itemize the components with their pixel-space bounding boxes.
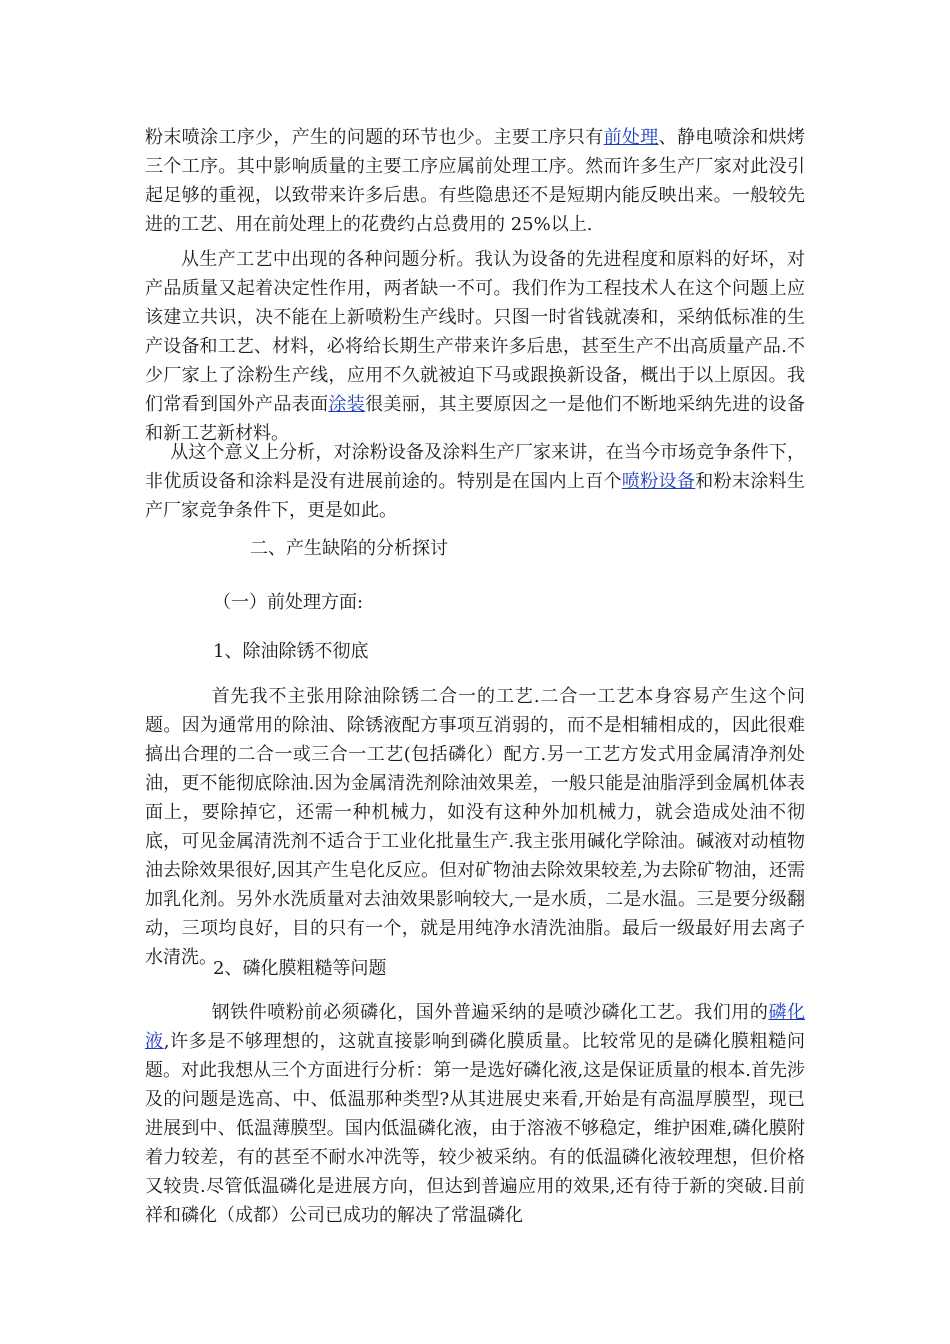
paragraph-market — [145, 438, 805, 525]
paragraph-phosphating-text-2: ,许多是不够理想的，这就直接影响到磷化膜质量。比较常见的是磷化膜粗糙问题。对此我想从三个方面进行分析：第一是选好磷化液,这是保证质量的根本.首先涉及的问题是选高、中、低温那种类型?从其进展史来看,开始是有高温厚膜型，现已进展到中、低温薄膜型。国内低温磷化液，由于溶液不够稳定，维护困难,磷化膜附着力较差，有的甚至不耐水冲洗等，较少被采纳。有的低温磷化液较理想，但价格又较贵.尽管低温磷化是进展方向，但达到普遍应用的效果,还有待于新的突破.目前祥和磷化（成都）公司已成功的解决了常温磷化 — [145, 1031, 806, 1226]
paragraph-degreasing: 首先我不主张用除油除锈二合一的工艺.二合一工艺本身容易产生这个问题。因为通常用的除油、除锈液配方事项互消弱的，而不是相辅相成的，因此很难搞出合理的二合一或三合一工艺(包括磷化）配方.另一工艺方发式用金属清净剂处油，更不能彻底除油.因为金属清洗剂除油效果差，一般只能是油脂浮到金属机体表面上，要除掉它，还需一种机械力，如没有这种外加机械力，就会造成处油不彻底，可见金属清洗剂不适合于工业化批量生产.我主张用碱化学除油。碱液对动植物油去除效果很好,因其产生皂化反应。但对矿物油去除效果较差,为去除矿物油，还需加乳化剂。另外水洗质量对去油效果影响较大,一是水质，二是水温。三是要分级翻动，三项均良好，目的只有一个，就是用纯净水清洗油脂。最后一级最好用去离子水清洗。 — [145, 686, 805, 968]
paragraph-phosphating — [145, 998, 805, 1230]
paragraph-market-text-2: 和粉末涂料生产厂家竞争条件下，更是如此。 — [145, 471, 806, 521]
paragraph-phosphating-text-1: 钢铁件喷粉前必须磷化，国外普遍采纳的是喷沙磷化工艺。我们用的 — [211, 1002, 769, 1023]
subsection-heading-pretreatment: （一）前处理方面: — [213, 592, 364, 613]
paragraph-market-text-1: 从这个意义上分析，对涂粉设备及涂料生产厂家来讲，在当今市场竞争条件下，非优质设备和涂料是没有进展前途的。特别是在国内上百个 — [145, 442, 805, 492]
paragraph-intro — [145, 123, 805, 239]
link-coating[interactable]: 涂装 — [328, 394, 366, 415]
section-heading-defects: 二、产生缺陷的分析探讨 — [250, 538, 448, 559]
link-phosphating-solution[interactable]: 磷化液 — [145, 1002, 805, 1052]
link-powder-equipment[interactable]: 喷粉设备 — [621, 471, 696, 492]
paragraph-intro-text-2: 、静电喷涂和烘烤三个工序。其中影响质量的主要工序应属前处理工序。然而许多生产厂家对此没引起足够的重视，以致带来许多后患。有些隐患还不是短期内能反映出来。一般较先进的工艺、用在前处理上的花费约占总费用的 25%以上. — [145, 127, 806, 235]
item-heading-degreasing: 1、除油除锈不彻底 — [213, 641, 369, 662]
paragraph-process-analysis-text-2: 很美丽，其主要原因之一是他们不断地采纳先进的设备和新工艺新材料。 — [145, 394, 806, 444]
link-pretreatment[interactable]: 前处理 — [603, 127, 659, 148]
paragraph-process-analysis-text-1: 从生产工艺中出现的各种问题分析。我认为设备的先进程度和原料的好坏，对产品质量又起着决定性作用，两者缺一不可。我们作为工程技术人在这个问题上应该建立共识，决不能在上新喷粉生产线时。只图一时省钱就凑和，采纳低标准的生产设备和工艺、材料，必将给长期生产带来许多后患，甚至生产不出高质量产品.不少厂家上了涂粉生产线，应用不久就被迫下马或跟换新设备，概出于以上原因。我们常看到国外产品表面 — [145, 249, 805, 415]
paragraph-process-analysis — [145, 245, 805, 448]
paragraph-intro-text-1: 粉末喷涂工序少，产生的问题的环节也少。主要工序只有 — [145, 127, 604, 148]
item-heading-phosphating: 2、磷化膜粗糙等问题 — [213, 958, 387, 979]
